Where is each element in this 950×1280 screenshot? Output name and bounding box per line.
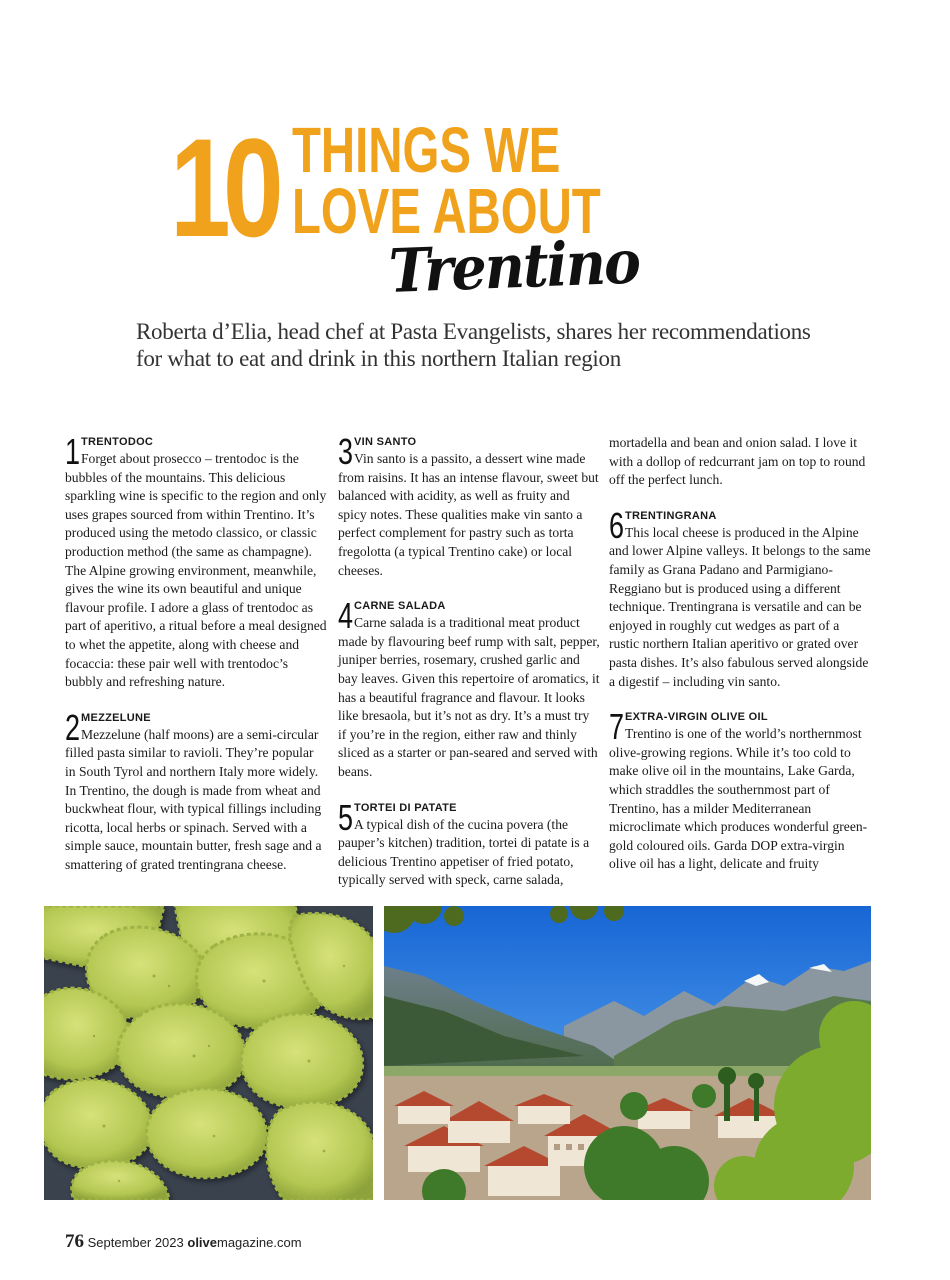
item-number: 5 (338, 796, 354, 838)
item-text: Carne salada is a traditional meat product made by flavouring beef rump with salt, pepper, juniper berries, rosemary, crushed garlic and bay leaves. Given this repertoire of aromatics, it has a beautiful fragrance and flavour. It looks like bresaola, but it’s not as dry. It’s a must try if you’re in the region, either raw and thinly sliced as a starter or pan-seared and served with beans. (338, 615, 600, 779)
item-text: Forget about prosecco – trentodoc is the bubbles of the mountains. This delicious sparkling wine is specific to the region and only uses grapes sourced from within Trentino. It’s produced using the metodo classico, or classic production method (the same as champagne). The Alpine growing environment, meanwhile, gives the wine its own beautiful and unique flavour profile. I adore a glass of trentodoc as part of aperitivo, a ritual before a meal designed to whet the appetite, along with cheese and focaccia: these pair well with trentodoc’s bubbly and refreshing nature. (65, 451, 327, 690)
headline (170, 109, 641, 318)
page-footer (65, 1231, 302, 1253)
item-number: 4 (338, 595, 354, 637)
item-text: This local cheese is produced in the Alpine and lower Alpine valleys. It belongs to the same family as Grana Padano and Parmigiano-Reggiano but is produced using a different technique. Trentingrana is versatile and can be enjoyed in roughly cut wedges as part of a rustic northern Italian aperitivo or grated over pasta dishes. It’s also fabulous served alongside a digestif – including vin santo. (609, 524, 871, 689)
item-vin-santo (338, 431, 600, 580)
brand-name-rest: magazine.com (217, 1235, 302, 1250)
item-number: 3 (338, 431, 354, 472)
ravioli-photo (44, 906, 373, 1200)
page-number: 76 (65, 1231, 84, 1252)
item-tortei-di-patate (338, 796, 600, 890)
item-text: Trentino is one of the world’s northernmost olive-growing regions. While it’s too cold to make olive oil in the mountains, Lake Garda, which straddles the southernmost part of Trentino, has a milder Mediterranean microclimate which produces wonderful green-gold coloured oils. Garda DOP extra-virgin olive oil has a light, delicate and fruity (609, 726, 868, 872)
continuation-text: mortadella and bean and onion salad. I love it with a dollop of redcurrant jam on top to round off the perfect lunch. (609, 435, 866, 488)
item-title: MEZZELUNE (81, 711, 151, 724)
continuation (609, 434, 871, 490)
item-trentingrana (609, 504, 871, 691)
item-number: 7 (609, 706, 625, 748)
item-title: CARNE SALADA (354, 600, 446, 613)
issue-date: September 2023 (87, 1235, 184, 1250)
item-carne-salada (338, 595, 600, 781)
headline-line-2: LOVE ABOUT (292, 175, 601, 247)
item-title: TRENTODOC (81, 436, 154, 448)
item-title: TORTEI DI PATATE (354, 801, 457, 814)
item-number: 2 (65, 706, 81, 748)
item-title: EXTRA-VIRGIN OLIVE OIL (625, 711, 768, 724)
ravioli-illustration (44, 906, 373, 1200)
headline-script-word: Trentino (387, 227, 641, 307)
item-text: A typical dish of the cucina povera (the pauper’s kitchen) tradition, tortei di patate is a delicious Trentino appetiser of fried potato, typically served with speck, carne salada, (338, 816, 590, 888)
item-number: 1 (65, 431, 81, 472)
item-text: Mezzelune (half moons) are a semi-circular filled pasta similar to ravioli. They’re popular in South Tyrol and northern Italy more widely. In Trentino, the dough is made from wheat and buckwheat flour, with typical fillings including ricotta, local herbs or spinach. Served with a simple sauce, mountain butter, fresh sage and a smattering of grated trentingrana cheese. (65, 726, 322, 872)
item-title: TRENTINGRANA (625, 509, 717, 522)
landscape-illustration (384, 906, 871, 1200)
item-number: 6 (609, 504, 625, 546)
item-trentodoc (65, 431, 327, 692)
headline-number: 10 (170, 109, 276, 266)
brand-name-bold: olive (187, 1235, 217, 1250)
column-3 (609, 434, 871, 892)
item-extra-virgin-olive-oil (609, 706, 871, 874)
item-mezzelune (65, 706, 327, 875)
column-2 (338, 431, 600, 908)
headline-line-1: THINGS WE (292, 114, 561, 186)
column-1 (65, 431, 327, 892)
item-title: VIN SANTO (354, 436, 417, 448)
trentino-landscape-photo (384, 906, 871, 1200)
item-text: Vin santo is a passito, a dessert wine made from raisins. It has an intense flavour, sweet but balanced with acidity, as well as fruity and spicy notes. These qualities make vin santo a perfect complement for pastry such as torta fregolotta (a typical Trentino cake) or local cheeses. (338, 451, 599, 578)
standfirst: Roberta d’Elia, head chef at Pasta Evangelists, shares her recommendations for what to eat and drink in this northern Italian region (136, 319, 811, 371)
